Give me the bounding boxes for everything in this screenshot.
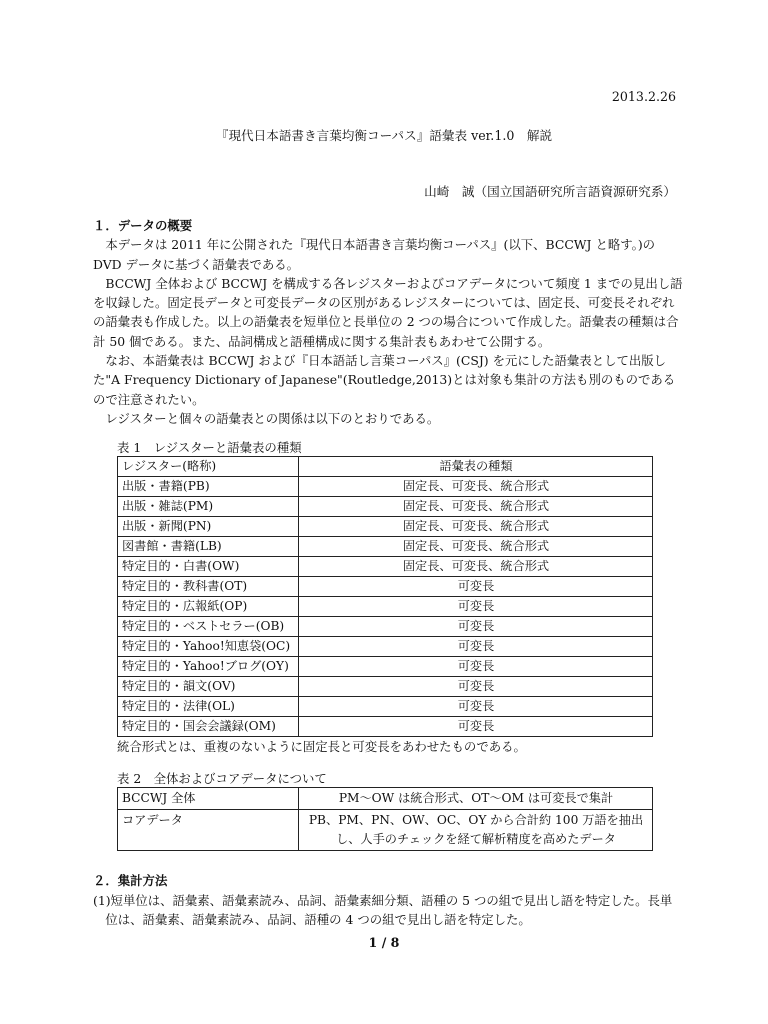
table-1-note: 統合形式とは、重複のないように固定長と可変長をあわせたものである。 bbox=[117, 739, 526, 755]
type-cell: 可変長 bbox=[299, 717, 653, 737]
column-header-type: 語彙表の種類 bbox=[299, 457, 653, 477]
table-1-caption: 表 1 レジスターと語彙表の種類 bbox=[117, 440, 302, 456]
section-1-paragraph: 本データは 2011 年に公開された『現代日本語書き言葉均衡コーパス』(以下、BCCWJ と略す。)の DVD データに基づく語彙表である。 bbox=[93, 237, 656, 272]
type-cell: 可変長 bbox=[299, 617, 653, 637]
register-cell: コアデータ bbox=[118, 810, 299, 851]
register-cell: 特定目的・韻文(OV) bbox=[118, 677, 299, 697]
register-cell: 特定目的・広報紙(OP) bbox=[118, 597, 299, 617]
register-cell: 図書館・書籍(LB) bbox=[118, 537, 299, 557]
register-cell: 特定目的・教科書(OT) bbox=[118, 577, 299, 597]
type-cell: 固定長、可変長、統合形式 bbox=[299, 477, 653, 497]
document-author: 山崎 誠（国立国語研究所言語資源研究系） bbox=[424, 184, 676, 199]
document-date: 2013.2.26 bbox=[611, 89, 676, 104]
table-row bbox=[118, 477, 653, 497]
section-2-item: (1)短単位は、語彙素、語彙素読み、品詞、語彙素細分類、語種の 5 つの組で見出し語を特定した。長単位は、語彙素、語彙素読み、品詞、語種の 4 つの組で見出し語を特定した。 bbox=[93, 892, 673, 927]
register-cell: 特定目的・白書(OW) bbox=[118, 557, 299, 577]
type-cell: 可変長 bbox=[299, 637, 653, 657]
type-cell: 可変長 bbox=[299, 577, 653, 597]
section-1-paragraph: なお、本語彙表は BCCWJ および『日本語話し言葉コーパス』(CSJ) を元にした語彙表として出版した"A Frequency Dictionary of Japanese"(Routledge,2013)とは対象も集計の方法も別のものであるので注意されたい。 bbox=[93, 353, 676, 407]
table-row bbox=[118, 597, 653, 617]
table-row bbox=[118, 717, 653, 737]
section-2-heading: ２．集計方法 bbox=[93, 873, 168, 889]
register-cell: 出版・新聞(PN) bbox=[118, 517, 299, 537]
section-1-paragraph: BCCWJ 全体および BCCWJ を構成する各レジスターおよびコアデータについて頻度 1 までの見出し語を収録した。固定長データと可変長データの区別があるレジスターについては、固定長、可変長それぞれの語彙表も作成した。以上の語彙表を短単位と長単位の 2 つの場合について作成した。語彙表の種類は合計 50 個である。また、品詞構成と語種構成に関する集計表もあわせて公開する。 bbox=[93, 275, 683, 349]
register-cell: 特定目的・Yahoo!ブログ(OY) bbox=[118, 657, 299, 677]
table-row bbox=[118, 637, 653, 657]
table-row bbox=[118, 517, 653, 537]
type-cell: 可変長 bbox=[299, 657, 653, 677]
section-1-paragraph: レジスターと個々の語彙表との関係は以下のとおりである。 bbox=[105, 410, 440, 426]
type-cell: 可変長 bbox=[299, 697, 653, 717]
table-row bbox=[118, 788, 653, 810]
table-row bbox=[118, 677, 653, 697]
table-row bbox=[118, 497, 653, 517]
section-1-heading: １．データの概要 bbox=[93, 218, 193, 233]
table-row bbox=[118, 577, 653, 597]
table-row bbox=[118, 810, 653, 851]
description-cell: PM～OW は統合形式、OT～OM は可変長で集計 bbox=[299, 788, 653, 810]
column-header-register: レジスター(略称) bbox=[118, 457, 299, 477]
register-cell: 出版・雑誌(PM) bbox=[118, 497, 299, 517]
type-cell: 固定長、可変長、統合形式 bbox=[299, 537, 653, 557]
table-header-row bbox=[118, 457, 653, 477]
type-cell: 固定長、可変長、統合形式 bbox=[299, 497, 653, 517]
table-2-caption: 表 2 全体およびコアデータについて bbox=[117, 771, 327, 787]
corpus-table bbox=[117, 787, 653, 851]
register-cell: 出版・書籍(PB) bbox=[118, 477, 299, 497]
table-row bbox=[118, 617, 653, 637]
register-cell: 特定目的・法律(OL) bbox=[118, 697, 299, 717]
register-cell: 特定目的・国会会議録(OM) bbox=[118, 717, 299, 737]
table-row bbox=[118, 537, 653, 557]
type-cell: 可変長 bbox=[299, 677, 653, 697]
table-row bbox=[118, 557, 653, 577]
type-cell: 可変長 bbox=[299, 597, 653, 617]
register-cell: 特定目的・ベストセラー(OB) bbox=[118, 617, 299, 637]
table-row bbox=[118, 697, 653, 717]
type-cell: 固定長、可変長、統合形式 bbox=[299, 557, 653, 577]
description-cell: PB、PM、PN、OW、OC、OY から合計約 100 万語を抽出し、人手のチェックを経て解析精度を高めたデータ bbox=[299, 810, 653, 851]
document-body bbox=[93, 216, 683, 929]
table-row bbox=[118, 657, 653, 677]
register-table bbox=[117, 456, 653, 737]
document-title: 『現代日本語書き言葉均衡コーパス』語彙表 ver.1.0 解説 bbox=[215, 128, 553, 143]
register-cell: BCCWJ 全体 bbox=[118, 788, 299, 810]
register-cell: 特定目的・Yahoo!知恵袋(OC) bbox=[118, 637, 299, 657]
page-number: 1 / 8 bbox=[368, 935, 400, 950]
type-cell: 固定長、可変長、統合形式 bbox=[299, 517, 653, 537]
